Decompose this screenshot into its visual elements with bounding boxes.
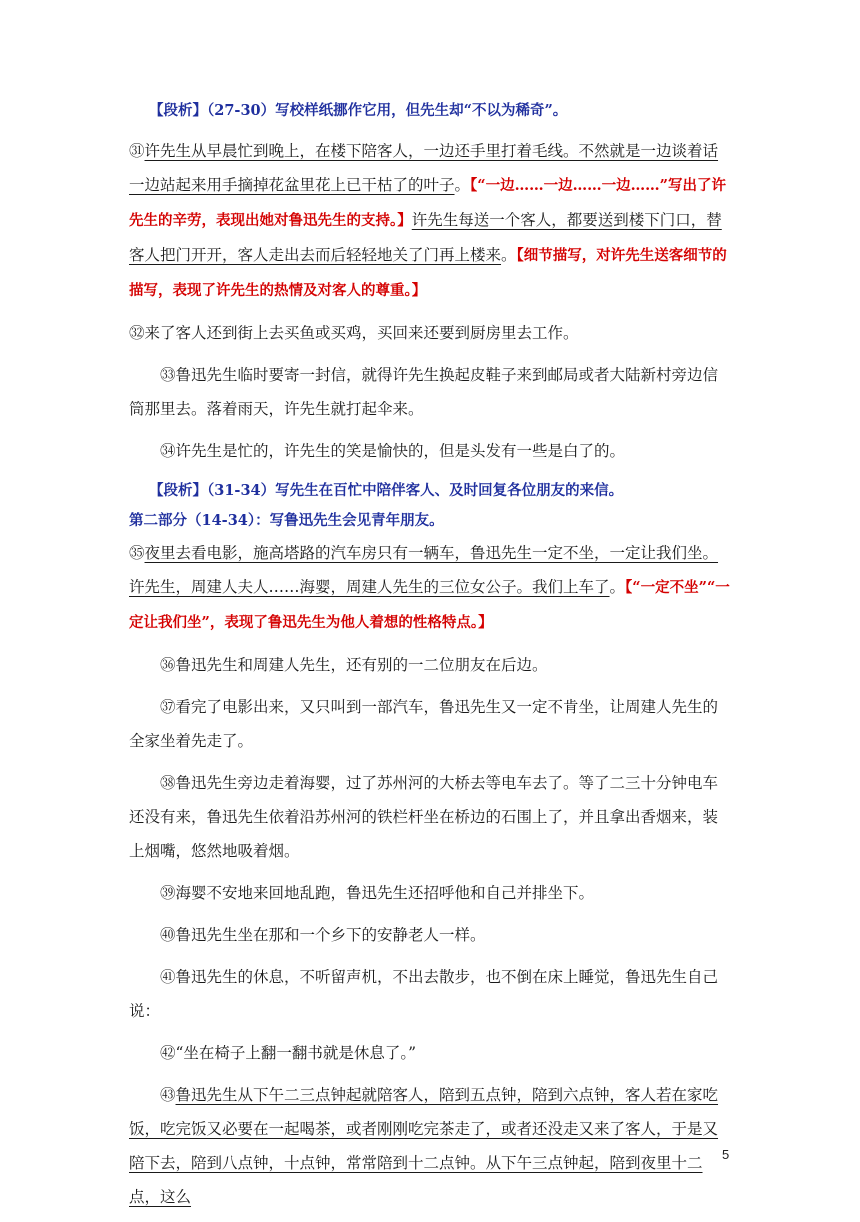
paragraph-gap (129, 126, 733, 134)
paragraph-gap (129, 1028, 733, 1036)
underlined-text: 夜里去看电影，施高塔路的汽车房只有一辆车，鲁迅先生一定不坐，一定让我们坐。许先生，周建人夫人……海婴，周建人先生的三位女公子。我们上车了 (129, 544, 719, 596)
paragraph-gap (129, 682, 733, 690)
analysis-note (129, 476, 733, 506)
paragraph-gap (129, 1214, 733, 1222)
body-text: ㉞许先生是忙的，许先生的笑是愉快的，但是头发有一些是白了的。 (160, 442, 626, 460)
text-paragraph (129, 316, 733, 350)
paragraph-gap (129, 308, 733, 316)
text-paragraph (129, 536, 733, 640)
body-text: ㉜来了客人还到街上去买鱼或买鸡，买回来还要到厨房里去工作。 (129, 324, 579, 342)
body-text: ㊸ (160, 1086, 176, 1104)
body-text: 。 (609, 578, 626, 596)
body-text: ㊷“坐在椅子上翻一翻书就是休息了。” (160, 1044, 417, 1062)
body-text: ㊳鲁迅先生旁边走着海婴，过了苏州河的大桥去等电车去了。等了二三十分钟电车还没有来，鲁迅先生依着沿苏州河的铁栏杆坐在桥边的石围上了，并且拿出香烟来，装上烟嘴，悠然地吸着烟。 (129, 774, 719, 860)
text-paragraph (129, 1078, 733, 1214)
paragraph-gap (129, 1070, 733, 1078)
annotation-comment: 【“一定不坐”“一定让我们坐”，表现了鲁迅先生为他人着想的性格特点。】 (129, 579, 730, 631)
annotation-comment: 【“一边……一边……一边……”写出了许先生的辛劳，表现出她对鲁迅先生的支持。】 (129, 177, 726, 229)
body-text: ㉝鲁迅先生临时要寄一封信，就得许先生换起皮鞋子来到邮局或者大陆新村旁边信筒那里去。落着雨天，许先生就打起伞来。 (129, 366, 719, 418)
text-paragraph (129, 434, 733, 468)
paragraph-gap (129, 468, 733, 476)
paragraph-gap (129, 426, 733, 434)
underlined-text: 鲁迅先生从下午二三点钟起就陪客人，陪到五点钟，陪到六点钟，客人若在家吃饭，吃完饭又必要在一起喝茶，或者刚刚吃完茶走了，或者还没走又来了客人，于是又陪下去，陪到八点钟，十点钟，常常陪到十二点钟。从下午三点钟起，陪到夜里十二点，这么 (129, 1086, 719, 1206)
paragraph-gap (129, 868, 733, 876)
page-body (129, 96, 733, 1222)
body-text: 。 (501, 246, 517, 264)
analysis-text: 第二部分（14-34）：写鲁迅先生会见青年朋友。 (129, 512, 444, 529)
analysis-note (129, 96, 733, 126)
underlined-text: 许先生从早晨忙到晚上，在楼下陪客人，一边还手里打着毛线。不然就是一边谈着话一边站起来用手摘掉花盆里花上已干枯了的叶子 (129, 142, 719, 194)
analysis-note (129, 506, 733, 536)
paragraph-gap (129, 758, 733, 766)
body-text: ㉛ (129, 142, 145, 160)
body-text: ㊱鲁迅先生和周建人先生，还有别的一二位朋友在后边。 (160, 656, 548, 674)
text-paragraph (129, 648, 733, 682)
text-paragraph (129, 960, 733, 1028)
body-text: ㉟ (129, 544, 145, 562)
text-paragraph (129, 690, 733, 758)
text-paragraph (129, 134, 733, 308)
paragraph-gap (129, 640, 733, 648)
body-text: ㊶鲁迅先生的休息，不听留声机，不出去散步，也不倒在床上睡觉，鲁迅先生自己说： (129, 968, 719, 1020)
text-paragraph (129, 358, 733, 426)
annotation-comment: 【细节描写，对许先生送客细节的描写，表现了许先生的热情及对客人的尊重。】 (129, 247, 727, 299)
body-text: ㊴海婴不安地来回地乱跑，鲁迅先生还招呼他和自己并排坐下。 (160, 884, 595, 902)
analysis-text: 【段析】（31-34）写先生在百忙中陪伴客人、及时回复各位朋友的来信。 (149, 482, 624, 499)
analysis-text: 【段析】（27-30）写校样纸挪作它用，但先生却“不以为稀奇”。 (149, 102, 568, 119)
paragraph-gap (129, 350, 733, 358)
paragraph-gap (129, 910, 733, 918)
paragraph-gap (129, 952, 733, 960)
body-text: 。 (454, 176, 471, 194)
page-number: 5 (722, 1147, 730, 1162)
body-text: ㊲看完了电影出来，又只叫到一部汽车，鲁迅先生又一定不肯坐，让周建人先生的全家坐着先走了。 (129, 698, 719, 750)
text-paragraph (129, 766, 733, 868)
text-paragraph (129, 918, 733, 952)
underlined-text: 许先生每送一个客人，都要送到楼下门口，替客人把门开开，客人走出去而后轻轻地关了门再上楼来 (129, 211, 722, 264)
text-paragraph (129, 1036, 733, 1070)
text-paragraph (129, 876, 733, 910)
body-text: ㊵鲁迅先生坐在那和一个乡下的安静老人一样。 (160, 926, 486, 944)
